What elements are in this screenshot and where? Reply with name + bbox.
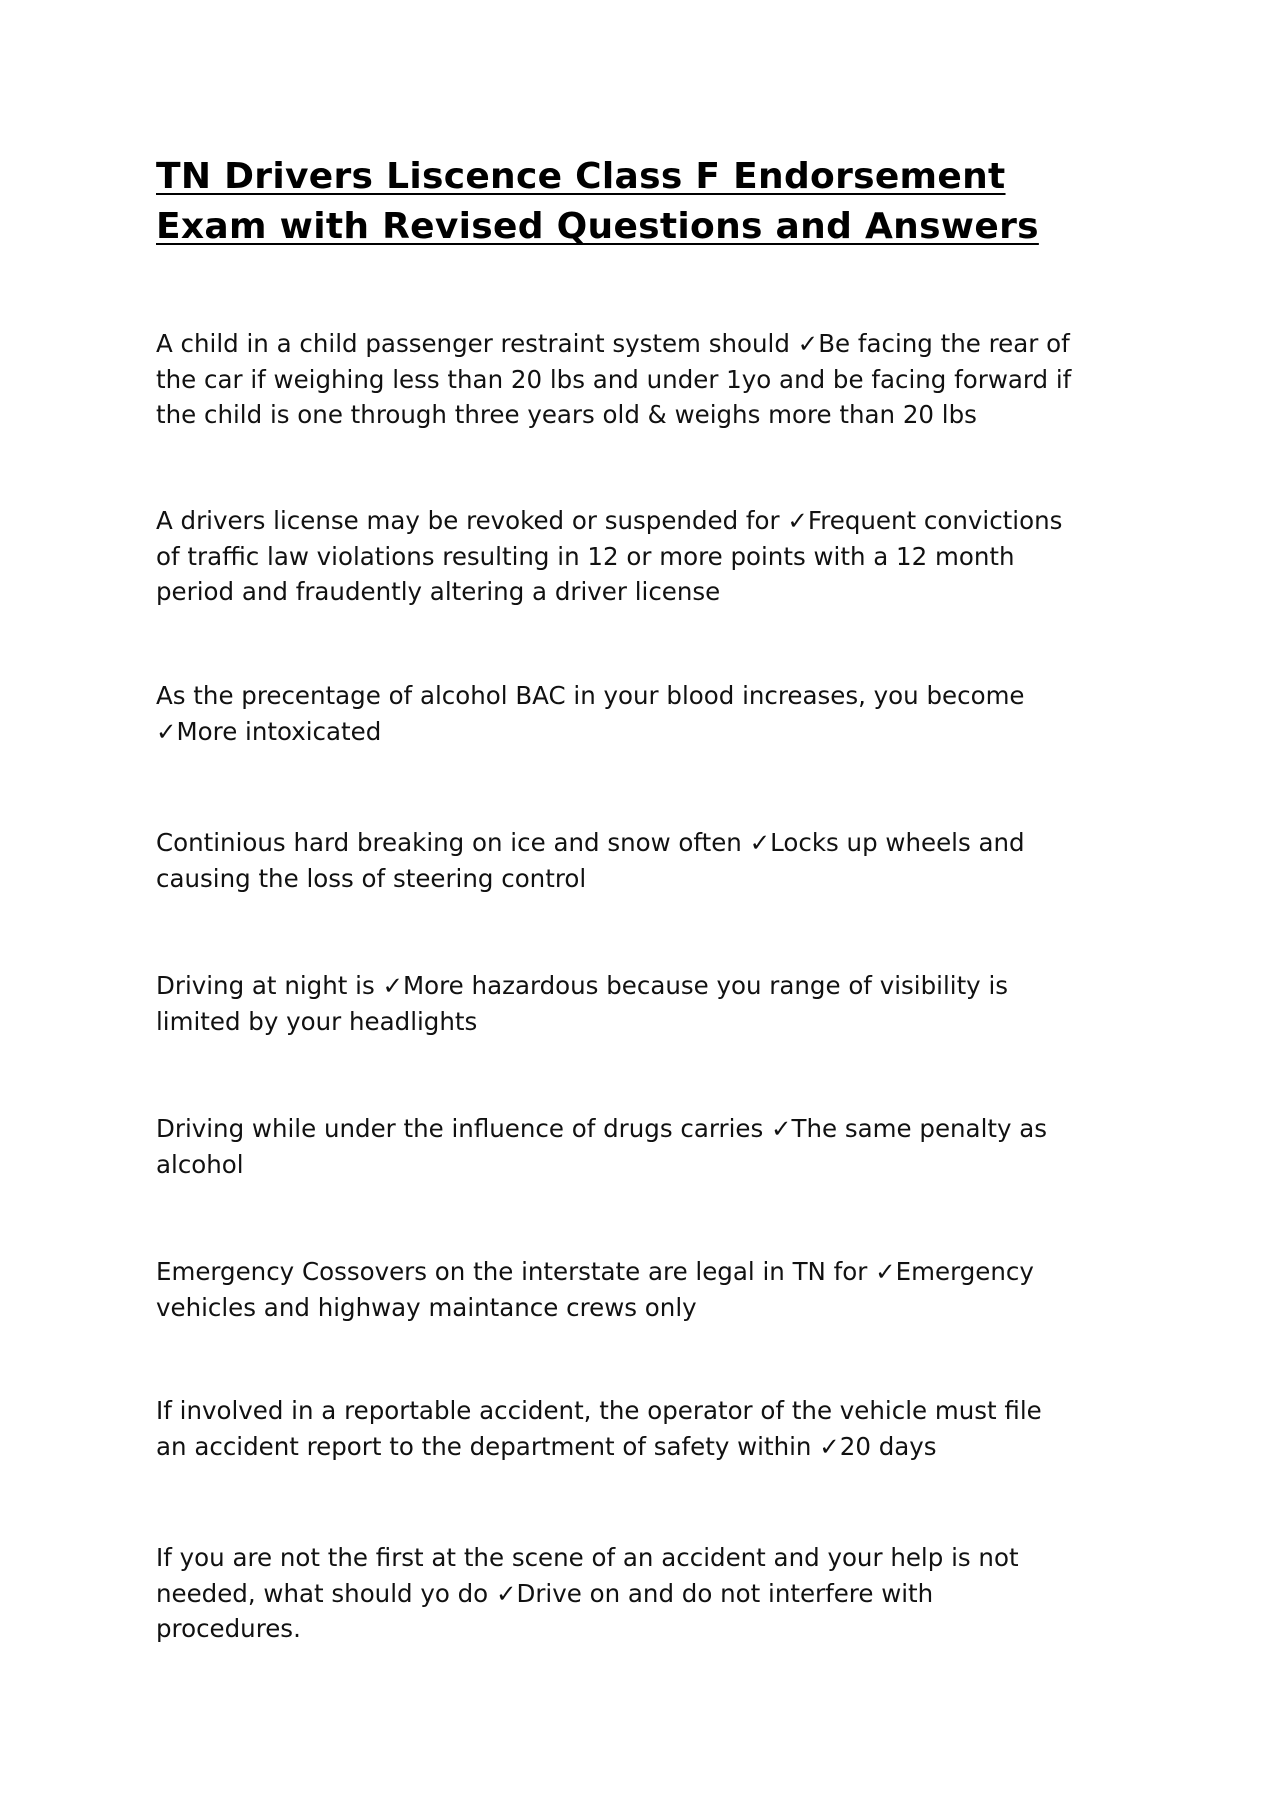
- qa-line: needed, what should yo do ✓Drive on and do not interfere with: [156, 1578, 934, 1608]
- document-title: [156, 152, 1116, 252]
- qa-line: an accident report to the department of safety within ✓20 days: [156, 1431, 937, 1461]
- qa-line: alcohol: [156, 1149, 244, 1179]
- qa-line: vehicles and highway maintance crews only: [156, 1292, 697, 1322]
- title-line: Exam with Revised Questions and Answers: [156, 206, 1039, 247]
- qa-line: A drivers license may be revoked or suspended for ✓Frequent convictions: [156, 506, 1063, 535]
- qa-item-drugs-penalty: [156, 1111, 1136, 1182]
- qa-line: limited by your headlights: [156, 1006, 478, 1036]
- qa-item-hard-braking: [156, 825, 1136, 896]
- qa-line: Driving at night is ✓More hazardous because you range of visibility is: [156, 971, 1009, 1000]
- qa-line: Continious hard breaking on ice and snow often ✓Locks up wheels and: [156, 828, 1025, 857]
- qa-line: the car if weighing less than 20 lbs and under 1yo and be facing forward if: [156, 364, 1072, 394]
- title-line: TN Drivers Liscence Class F Endorsement: [156, 156, 1006, 197]
- qa-item-accident-report: [156, 1393, 1136, 1464]
- qa-line: causing the loss of steering control: [156, 863, 587, 893]
- qa-line: A child in a child passenger restraint system should ✓Be facing the rear of: [156, 329, 1070, 358]
- qa-line: period and fraudently altering a driver license: [156, 577, 721, 606]
- qa-line: the child is one through three years old & weighs more than 20 lbs: [156, 400, 977, 429]
- qa-line: If you are not the first at the scene of an accident and your help is not: [156, 1543, 1019, 1572]
- qa-item-alcohol-bac: [156, 678, 1136, 749]
- qa-line: of traffic law violations resulting in 12 or more points with a 12 month: [156, 541, 1015, 571]
- qa-line: ✓More intoxicated: [156, 716, 382, 746]
- qa-item-child-restraint: [156, 326, 1136, 433]
- qa-item-night-driving: [156, 968, 1136, 1039]
- qa-item-license-revoked: [156, 503, 1136, 610]
- qa-line: As the precentage of alcohol BAC in your blood increases, you become: [156, 681, 1025, 710]
- qa-line: procedures.: [156, 1614, 301, 1643]
- qa-line: Emergency Cossovers on the interstate are legal in TN for ✓Emergency: [156, 1257, 1034, 1286]
- qa-item-emergency-crossovers: [156, 1254, 1136, 1325]
- qa-line: If involved in a reportable accident, the operator of the vehicle must file: [156, 1396, 1042, 1425]
- qa-line: Driving while under the influence of drugs carries ✓The same penalty as: [156, 1114, 1048, 1143]
- qa-item-not-first-at-scene: [156, 1540, 1136, 1647]
